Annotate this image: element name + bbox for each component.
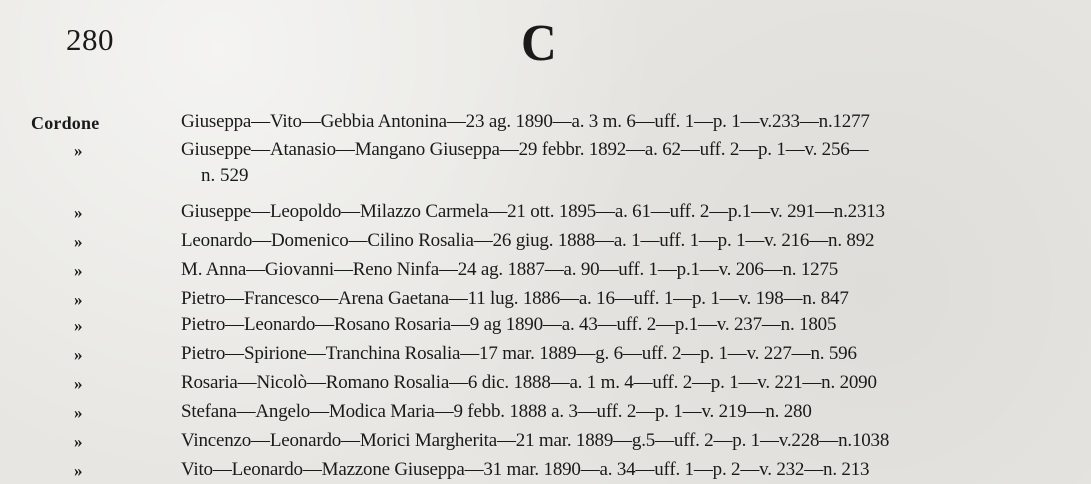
ditto-mark: » (74, 290, 83, 309)
entry-line: Vincenzo—Leonardo—Morici Margherita—21 mar. 1889—g.5—uff. 2—p. 1—v.228—n.1038 (181, 430, 890, 451)
entry-line: Pietro—Francesco—Arena Gaetana—11 lug. 1886—a. 16—uff. 1—p. 1—v. 198—n. 847 (181, 288, 849, 309)
surname-label: Cordone (31, 113, 100, 133)
entry-line: Giuseppe—Atanasio—Mangano Giuseppa—29 febbr. 1892—a. 62—uff. 2—p. 1—v. 256— (181, 139, 869, 160)
entry-line: Stefana—Angelo—Modica Maria—9 febb. 1888 a. 3—uff. 2—p. 1—v. 219—n. 280 (181, 401, 812, 422)
entry-line: Vito—Leonardo—Mazzone Giuseppa—31 mar. 1890—a. 34—uff. 1—p. 2—v. 232—n. 213 (181, 459, 870, 480)
entry-line: Giuseppa—Vito—Gebbia Antonina—23 ag. 1890—a. 3 m. 6—uff. 1—p. 1—v.233—n.1277 (181, 111, 870, 132)
entry-line: Pietro—Spirione—Tranchina Rosalia—17 mar. 1889—g. 6—uff. 2—p. 1—v. 227—n. 596 (181, 343, 857, 364)
entry-line: M. Anna—Giovanni—Reno Ninfa—24 ag. 1887—a. 90—uff. 1—p.1—v. 206—n. 1275 (181, 259, 839, 280)
ditto-mark: » (74, 374, 83, 393)
entry-continuation: n. 529 (201, 165, 249, 186)
ditto-mark: » (74, 261, 83, 280)
ditto-mark: » (74, 316, 83, 335)
ditto-mark: » (74, 141, 83, 160)
page-number: 280 (66, 22, 114, 57)
ditto-mark: » (74, 403, 83, 422)
section-letter: C (521, 15, 557, 72)
entry-line: Rosaria—Nicolò—Romano Rosalia—6 dic. 1888—a. 1 m. 4—uff. 2—p. 1—v. 221—n. 2090 (181, 372, 877, 393)
entry-line: Pietro—Leonardo—Rosano Rosaria—9 ag 1890—a. 43—uff. 2—p.1—v. 237—n. 1805 (181, 314, 837, 335)
ditto-mark: » (74, 345, 83, 364)
ditto-mark: » (74, 203, 83, 222)
ditto-mark: » (74, 232, 83, 251)
ditto-mark: » (74, 461, 83, 480)
entry-line: Giuseppe—Leopoldo—Milazzo Carmela—21 ott. 1895—a. 61—uff. 2—p.1—v. 291—n.2313 (181, 201, 885, 222)
ditto-mark: » (74, 432, 83, 451)
entry-line: Leonardo—Domenico—Cilino Rosalia—26 giug. 1888—a. 1—uff. 1—p. 1—v. 216—n. 892 (181, 230, 875, 251)
